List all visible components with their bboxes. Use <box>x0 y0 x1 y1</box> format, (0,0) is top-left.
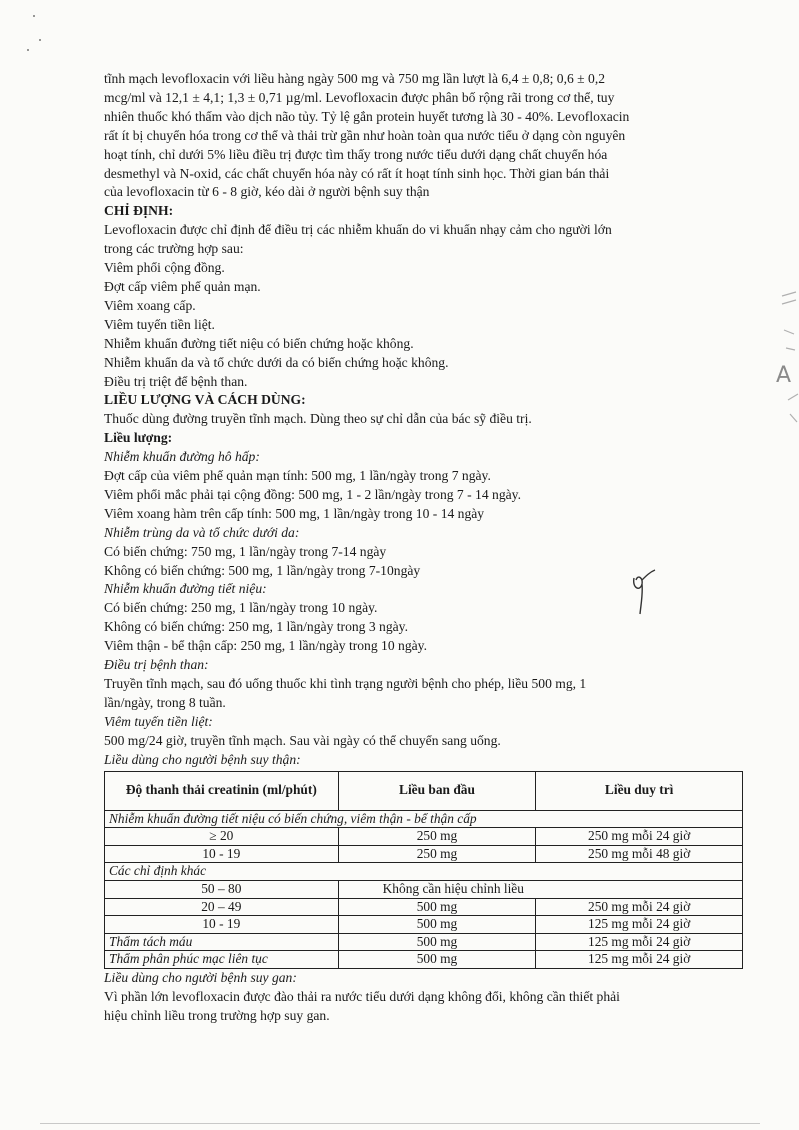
text-line: Đợt cấp của viêm phế quản mạn tính: 500 mg, 1 lần/ngày trong 7 ngày. <box>104 468 491 484</box>
column-header: Liều duy trì <box>536 771 743 810</box>
document-page <box>104 70 750 1026</box>
text-line: Có biến chứng: 250 mg, 1 lần/ngày trong 10 ngày. <box>104 600 378 616</box>
text-line: mcg/ml và 12,1 ± 4,1; 1,3 ± 0,71 µg/ml. Levofloxacin được phân bố rộng rãi trong cơ thể, tuy <box>104 89 615 105</box>
stamp-fragment: A <box>776 363 792 388</box>
text-line: Vì phần lớn levofloxacin được đào thải ra nước tiểu dưới dạng không đổi, không cần thiết phải <box>104 988 620 1004</box>
column-header: Độ thanh thải creatinin (ml/phút) <box>105 771 339 810</box>
group-title: Điều trị bệnh than: <box>104 657 209 673</box>
table-cell: 250 mg <box>338 828 536 846</box>
group-title: Nhiễm khuẩn đường tiết niệu: <box>104 581 267 597</box>
table-row <box>105 933 743 951</box>
table-cell: Thẩm tách máu <box>105 933 339 951</box>
renal-dosage-table <box>104 771 743 969</box>
text-line: rất ít bị chuyển hóa trong cơ thể và thải trừ gần như hoàn toàn qua nước tiểu ở dạng còn nguyên <box>104 127 626 143</box>
table-cell: 250 mg mỗi 48 giờ <box>536 845 743 863</box>
table-cell: 250 mg mỗi 24 giờ <box>536 828 743 846</box>
list-item: Nhiễm khuẩn da và tổ chức dưới da có biến chứng hoặc không. <box>104 354 449 370</box>
table-group-label: Nhiễm khuẩn đường tiết niệu có biến chứng, viêm thận - bể thận cấp <box>105 810 743 828</box>
table-cell: 250 mg mỗi 24 giờ <box>536 898 743 916</box>
text-line: Không có biến chứng: 250 mg, 1 lần/ngày trong 3 ngày. <box>104 619 408 635</box>
text-line: Viêm phổi mắc phải tại cộng đồng: 500 mg, 1 - 2 lần/ngày trong 7 - 14 ngày. <box>104 486 521 502</box>
list-item: Viêm xoang cấp. <box>104 297 196 313</box>
scan-speckle <box>0 10 60 60</box>
text-line: Truyền tĩnh mạch, sau đó uống thuốc khi tình trạng người bệnh cho phép, liều 500 mg, 1 <box>104 676 587 691</box>
text-line: Viêm xoang hàm trên cấp tính: 500 mg, 1 lần/ngày trong 10 - 14 ngày <box>104 505 485 521</box>
text-line: hiệu chỉnh liều trong trường hợp suy gan. <box>104 1007 330 1023</box>
hepatic-dosage-title: Liều dùng cho người bệnh suy gan: <box>104 969 297 985</box>
page-bottom-rule <box>40 1123 760 1124</box>
handwritten-initial-mark <box>628 568 658 618</box>
group-title: Viêm tuyến tiền liệt: <box>104 713 213 729</box>
list-item: Điều trị triệt để bệnh than. <box>104 373 248 389</box>
table-cell: 10 - 19 <box>105 845 339 863</box>
text-line: 500 mg/24 giờ, truyền tĩnh mạch. Sau vài ngày có thể chuyển sang uống. <box>104 732 501 748</box>
list-item: Viêm phổi cộng đồng. <box>104 260 225 276</box>
group-title: Nhiễm trùng da và tổ chức dưới da: <box>104 524 300 540</box>
table-row <box>105 951 743 969</box>
table-group-label: Các chỉ định khác <box>105 863 743 881</box>
text-line: trong các trường hợp sau: <box>104 241 244 257</box>
table-cell: 500 mg <box>338 916 536 934</box>
table-cell: 125 mg mỗi 24 giờ <box>536 916 743 934</box>
list-item: Viêm tuyến tiền liệt. <box>104 316 215 332</box>
section-heading-dosage: LIỀU LƯỢNG VÀ CÁCH DÙNG: <box>104 392 306 408</box>
table-cell: 20 – 49 <box>105 898 339 916</box>
text-line: Levofloxacin được chỉ định để điều trị các nhiễm khuẩn do vi khuẩn nhạy cảm cho người lớn <box>104 222 612 238</box>
route-text: Thuốc dùng đường truyền tĩnh mạch. Dùng theo sự chỉ dẫn của bác sỹ điều trị. <box>104 411 532 427</box>
table-row <box>105 828 743 846</box>
subheading-dosage: Liều lượng: <box>104 430 173 446</box>
text-line: Viêm thận - bể thận cấp: 250 mg, 1 lần/ngày trong 10 ngày. <box>104 638 427 654</box>
intro-paragraph <box>104 70 750 202</box>
table-header-row <box>105 771 743 810</box>
text-line: tĩnh mạch levofloxacin với liều hàng ngày 500 mg và 750 mg lần lượt là 6,4 ± 0,8; 0,6 ± 0,2 <box>104 71 606 86</box>
text-line: nhiên thuốc khó thấm vào dịch não tủy. Tỷ lệ gắn protein huyết tương là 30 - 40%. Levofloxacin <box>104 108 630 124</box>
text-line: desmethyl và N-oxid, các chất chuyển hóa này có rất ít hoạt tính sinh học. Thời gian bán thải <box>104 165 610 181</box>
table-row <box>105 898 743 916</box>
list-item: Nhiễm khuẩn đường tiết niệu có biến chứng hoặc không. <box>104 335 414 351</box>
list-item: Đợt cấp viêm phế quản mạn. <box>104 278 261 294</box>
text-line: Có biến chứng: 750 mg, 1 lần/ngày trong 7-14 ngày <box>104 543 387 559</box>
table-cell: 125 mg mỗi 24 giờ <box>536 933 743 951</box>
group-title: Nhiễm khuẩn đường hô hấp: <box>104 449 260 465</box>
table-group-row <box>105 810 743 828</box>
table-group-row <box>105 863 743 881</box>
table-row <box>105 880 743 898</box>
table-row <box>105 916 743 934</box>
section-heading-indications: CHỈ ĐỊNH: <box>104 203 174 219</box>
table-row <box>105 845 743 863</box>
text-line: của levofloxacin từ 6 - 8 giờ, kéo dài ở người bệnh suy thận <box>104 184 430 200</box>
text-line: lần/ngày, trong 8 tuần. <box>104 694 226 710</box>
table-cell: 500 mg <box>338 898 536 916</box>
table-cell: 10 - 19 <box>105 916 339 934</box>
table-cell: 250 mg <box>338 845 536 863</box>
text-line: hoạt tính, chỉ dưới 5% liều điều trị được tìm thấy trong nước tiểu dưới dạng chất chuyển hóa <box>104 146 608 162</box>
table-cell: Thẩm phân phúc mạc liên tục <box>105 951 339 969</box>
renal-dosage-title: Liều dùng cho người bệnh suy thận: <box>104 751 301 767</box>
column-header: Liều ban đầu <box>338 771 536 810</box>
table-cell: 500 mg <box>338 933 536 951</box>
stamp-edge-mark <box>778 290 799 430</box>
table-cell: 500 mg <box>338 951 536 969</box>
table-cell: Không cần hiệu chỉnh liều <box>338 880 742 898</box>
table-cell: ≥ 20 <box>105 828 339 846</box>
text-line: Không có biến chứng: 500 mg, 1 lần/ngày trong 7-10ngày <box>104 562 421 578</box>
table-cell: 125 mg mỗi 24 giờ <box>536 951 743 969</box>
table-cell: 50 – 80 <box>105 880 339 898</box>
